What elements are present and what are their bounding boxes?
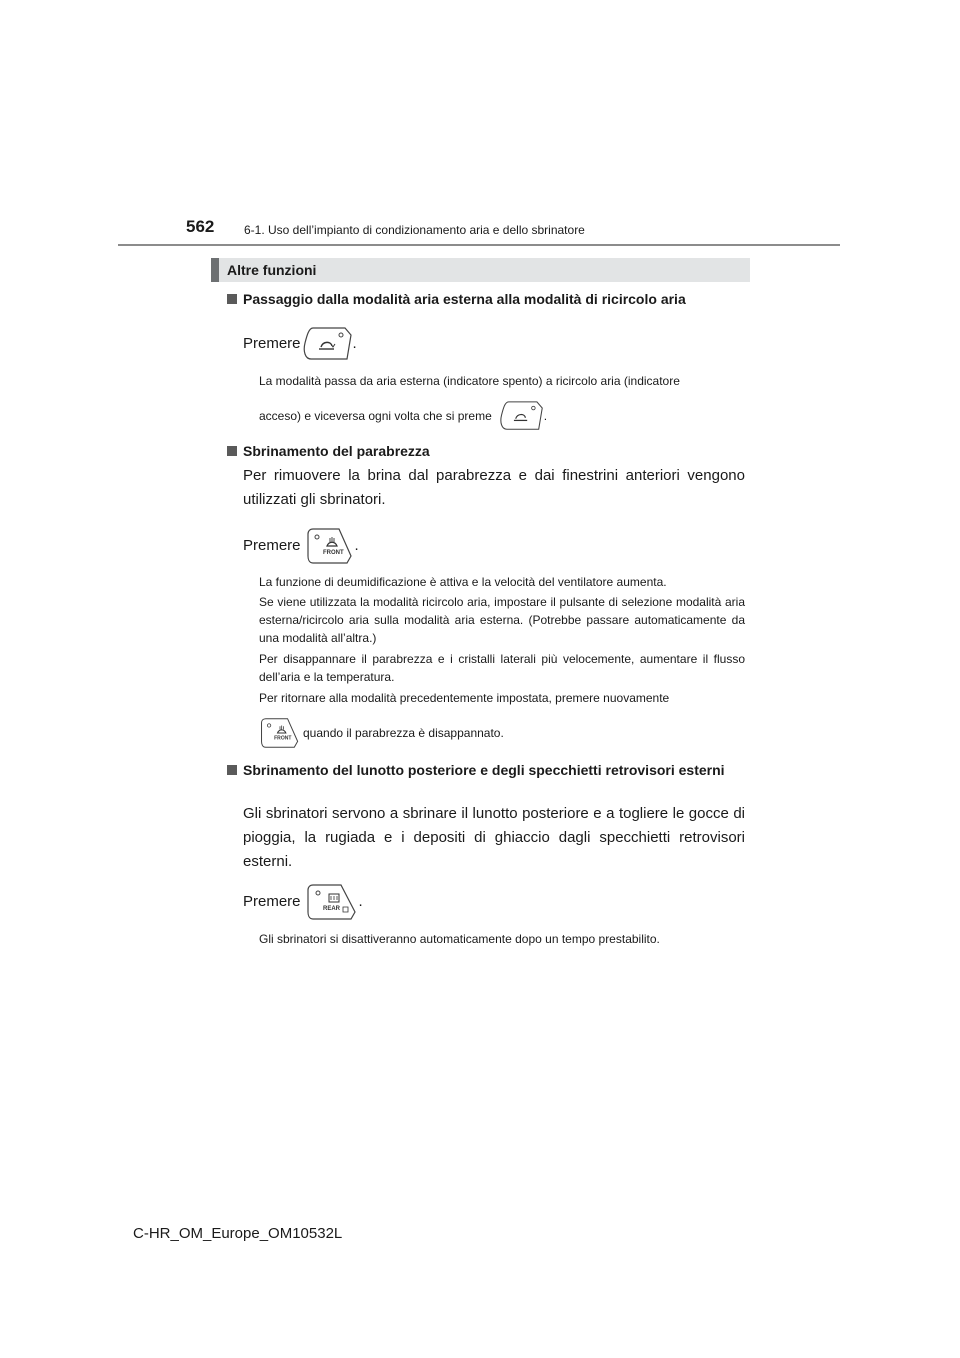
period: . bbox=[354, 537, 359, 554]
svg-text:REAR: REAR bbox=[322, 906, 340, 912]
press-rear-line bbox=[243, 880, 363, 924]
press-recirculation-line bbox=[243, 324, 357, 364]
bullet-square bbox=[227, 765, 237, 775]
heading-rear-defogger bbox=[243, 759, 745, 781]
svg-text:FRONT: FRONT bbox=[322, 550, 344, 556]
header-rule bbox=[118, 244, 840, 246]
front-defroster-button-icon bbox=[305, 526, 355, 566]
note-return-mode-tail bbox=[259, 715, 504, 751]
press-front-line bbox=[243, 524, 359, 568]
document-code: C-HR_OM_Europe_OM10532L bbox=[133, 1225, 343, 1242]
period: . bbox=[352, 335, 357, 352]
heading-windshield-defrost bbox=[243, 440, 753, 462]
heading-text: Sbrinamento del lunotto posteriore e degli specchietti retrovisori esterni bbox=[243, 762, 725, 778]
body-rear-defogger: Gli sbrinatori servono a sbrinare il lunotto posteriore e a togliere le gocce di pioggia, la rugiada e i depositi di ghiaccio dagli specchietti retrovisori esterni. bbox=[243, 805, 745, 870]
period: . bbox=[358, 893, 363, 910]
note-faster-defog: Per disappannare il parabrezza e i cristalli laterali più velocemente, aumentare il flusso dell’aria e la temperatura. bbox=[259, 652, 745, 684]
period: . bbox=[543, 409, 548, 423]
heading-recirculation bbox=[243, 288, 753, 310]
note-recirculation-mode: Se viene utilizzata la modalità ricircolo aria, impostare il pulsante di selezione modalità aria esterna/ricircolo aria sulla modalità aria esterna. (Potrebbe passare automaticamente da una modalità all’altra.) bbox=[259, 595, 745, 645]
press-text: Premere bbox=[243, 335, 301, 352]
bullet-square bbox=[227, 446, 237, 456]
note-text: acceso) e viceversa ogni volta che si preme bbox=[259, 409, 492, 423]
body-windshield-defrost: Per rimuovere la brina dal parabrezza e dai finestrini anteriori vengono utilizzati gli sbrinatori. bbox=[243, 467, 745, 508]
front-defroster-button-icon bbox=[259, 716, 301, 750]
box-title: Altre funzioni bbox=[211, 258, 750, 282]
press-text: Premere bbox=[243, 537, 301, 554]
section-header: 6-1. Uso dell’impianto di condizionamento aria e dello sbrinatore bbox=[244, 223, 585, 237]
press-text: Premere bbox=[243, 893, 301, 910]
note-text: quando il parabrezza è disappannato. bbox=[303, 726, 504, 740]
note-dehumidify: La funzione di deumidificazione è attiva e la velocità del ventilatore aumenta. bbox=[259, 575, 667, 589]
note-auto-off: Gli sbrinatori si disattiveranno automaticamente dopo un tempo prestabilito. bbox=[259, 932, 660, 946]
bullet-square bbox=[227, 294, 237, 304]
recirculation-button-icon bbox=[498, 399, 544, 433]
recirculation-button-icon bbox=[301, 325, 353, 363]
rear-defogger-button-icon bbox=[305, 882, 359, 922]
note-return-mode: Per ritornare alla modalità precedentemente impostata, premere nuovamente bbox=[259, 691, 670, 705]
note-recirculation-line2 bbox=[259, 396, 547, 436]
heading-text: Sbrinamento del parabrezza bbox=[243, 443, 430, 459]
page-number: 562 bbox=[186, 217, 215, 236]
heading-text: Passaggio dalla modalità aria esterna alla modalità di ricircolo aria bbox=[243, 291, 686, 307]
svg-text:FRONT: FRONT bbox=[274, 735, 292, 742]
note-recirculation-line1: La modalità passa da aria esterna (indicatore spento) a ricircolo aria (indicatore bbox=[259, 374, 680, 388]
